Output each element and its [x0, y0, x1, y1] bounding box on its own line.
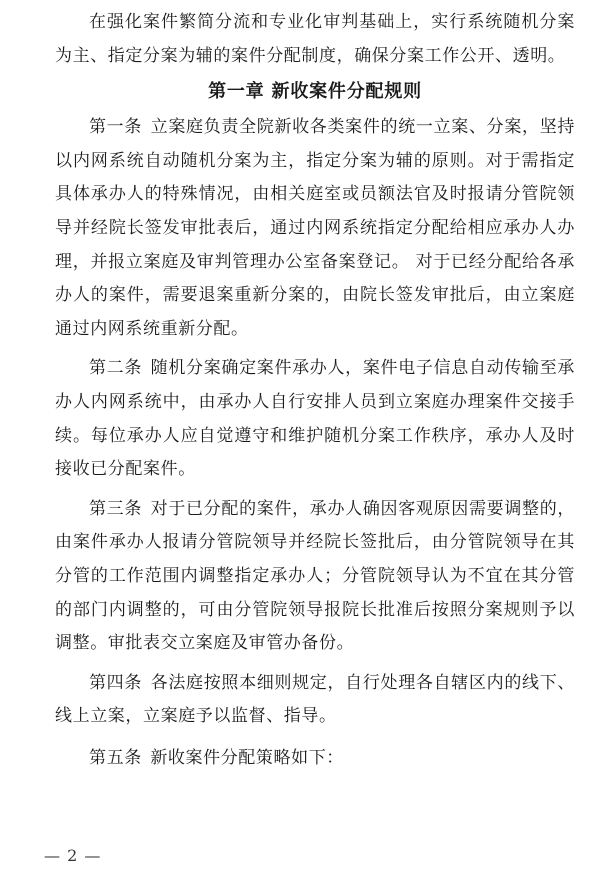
- article-body: 对于已分配的案件，承办人确因客观原因需要调整的，由案件承办人报请分管院领导并经院长签批后，由分管院领导在其分管的工作范围内调整指定承办人；分管院领导认为不宜在其分管的部门内调整的，可由分管院领导报院长批准后按照分案规则予以调整。审批表交立案庭及审管办备份。: [55, 498, 575, 654]
- article-1: [55, 111, 575, 346]
- article-body: 各法庭按照本细则规定，自行处理各自辖区内的线下、线上立案，立案庭予以监督、指导。: [55, 672, 575, 727]
- article-heading: 第五条: [89, 747, 142, 768]
- article-3: [55, 493, 575, 661]
- article-body: 新收案件分配策略如下：: [150, 747, 344, 768]
- article-2: [55, 352, 575, 486]
- article-heading: 第四条: [89, 672, 143, 693]
- article-body: 随机分案确定案件承办人，案件电子信息自动传输至承办人内网系统中，由承办人自行安排人员到立案庭办理案件交接手续。每位承办人应自觉遵守和维护随机分案工作秩序，承办人及时接收已分配案件。: [55, 358, 575, 480]
- page-number: — 2 —: [44, 846, 102, 865]
- document-body: [55, 6, 575, 775]
- article-4: [55, 667, 575, 734]
- article-5: [55, 742, 575, 776]
- article-body: 立案庭负责全院新收各类案件的统一立案、分案，坚持以内网系统自动随机分案为主，指定分案为辅的原则。对于需指定具体承办人的特殊情况，由相关庭室或员额法官及时报请分管院领导并经院长签发审批表后，通过内网系统指定分配给相应承办人办理，并报立案庭及审判管理办公室备案登记。 对于已经分配给各承办人的案件，需要退案重新分案的，由院长签发审批后，由立案庭通过内网系统重新分配。: [55, 117, 575, 339]
- article-heading: 第二条: [89, 358, 143, 379]
- article-heading: 第三条: [89, 498, 143, 519]
- chapter-title: 第一章 新收案件分配规则: [208, 81, 422, 103]
- intro-paragraph: 在强化案件繁简分流和专业化审判基础上，实行系统随机分案为主、指定分案为辅的案件分配制度，确保分案工作公开、透明。: [55, 12, 575, 66]
- article-heading: 第一条: [89, 117, 143, 138]
